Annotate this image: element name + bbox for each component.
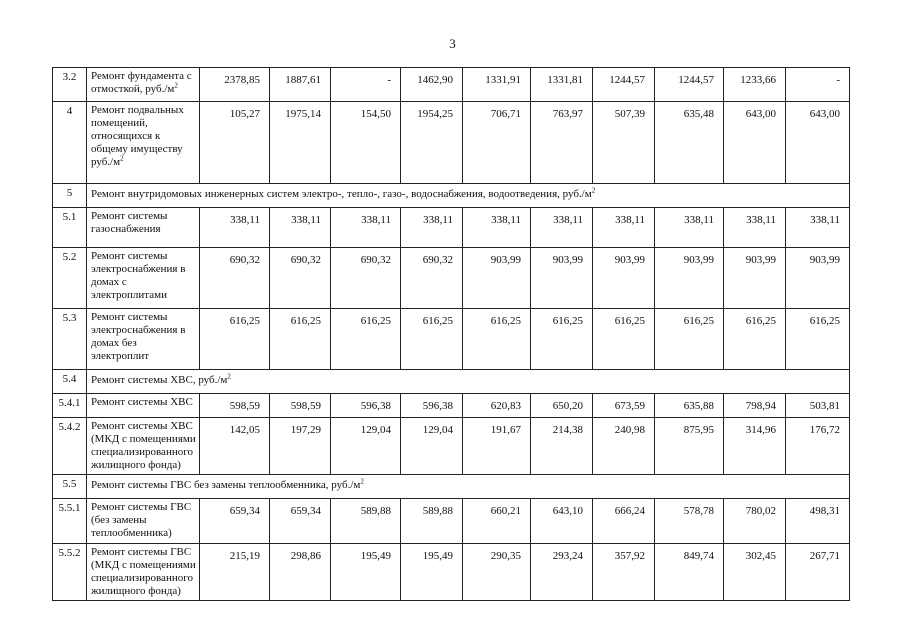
value-cell: 666,24 — [593, 499, 655, 544]
value-cell: 616,25 — [724, 309, 786, 370]
value-cell: 616,25 — [270, 309, 331, 370]
row-number: 5.5.1 — [53, 499, 87, 544]
value-cell: 763,97 — [531, 102, 593, 184]
value-cell: 1233,66 — [724, 68, 786, 102]
unit-exponent: 2 — [591, 186, 596, 195]
row-name: Ремонт системы ХВС — [87, 394, 200, 418]
row-name: Ремонт системы ГВС (МКД с помещениями специализированного жилищного фонда) — [87, 544, 200, 601]
row-name: Ремонт внутридомовых инженерных систем электро-, тепло-, газо-, водоснабжения, водоотведения, $руб./м^2$ — [87, 184, 850, 208]
value-cell: 616,25 — [331, 309, 401, 370]
table-row — [53, 499, 850, 544]
value-cell: 578,78 — [655, 499, 724, 544]
row-number: 4 — [53, 102, 87, 184]
value-cell: 338,11 — [463, 208, 531, 248]
value-cell: 903,99 — [463, 248, 531, 309]
value-cell: 903,99 — [593, 248, 655, 309]
row-number: 3.2 — [53, 68, 87, 102]
row-name: Ремонт системы ХВС (МКД с помещениями специализированного жилищного фонда) — [87, 418, 200, 475]
value-cell: 643,10 — [531, 499, 593, 544]
tariff-table — [52, 67, 850, 601]
row-name: Ремонт фундамента с отмосткой, $руб./м^2$ — [87, 68, 200, 102]
unit-exponent: 2 — [227, 372, 231, 381]
row-number: 5.1 — [53, 208, 87, 248]
row-number: 5.4.2 — [53, 418, 87, 475]
value-cell: 903,99 — [786, 248, 850, 309]
section-row — [53, 475, 850, 499]
value-cell: 215,19 — [200, 544, 270, 601]
value-cell: 1331,81 — [531, 68, 593, 102]
value-cell: 620,83 — [463, 394, 531, 418]
value-cell: 690,32 — [270, 248, 331, 309]
value-cell: 673,59 — [593, 394, 655, 418]
value-cell: 780,02 — [724, 499, 786, 544]
value-cell: 616,25 — [531, 309, 593, 370]
value-cell: 507,39 — [593, 102, 655, 184]
value-cell: 598,59 — [270, 394, 331, 418]
table-body — [53, 68, 850, 601]
value-cell: 616,25 — [200, 309, 270, 370]
row-name: Ремонт подвальных помещений, относящихся к общему имуществу $руб./м^2$ — [87, 102, 200, 184]
value-cell: 338,11 — [200, 208, 270, 248]
row-number: 5.5.2 — [53, 544, 87, 601]
value-cell: 643,00 — [724, 102, 786, 184]
value-cell: 903,99 — [531, 248, 593, 309]
value-cell: 302,45 — [724, 544, 786, 601]
value-cell: 298,86 — [270, 544, 331, 601]
value-cell: 875,95 — [655, 418, 724, 475]
value-cell: 338,11 — [270, 208, 331, 248]
value-cell: 690,32 — [401, 248, 463, 309]
table-row — [53, 248, 850, 309]
value-cell: 1975,14 — [270, 102, 331, 184]
value-cell: 498,31 — [786, 499, 850, 544]
value-cell: 706,71 — [463, 102, 531, 184]
row-number: 5.5 — [53, 475, 87, 499]
value-cell: 176,72 — [786, 418, 850, 475]
value-cell: 2378,85 — [200, 68, 270, 102]
value-cell: 338,11 — [331, 208, 401, 248]
value-cell: 798,94 — [724, 394, 786, 418]
table-row — [53, 418, 850, 475]
value-cell: 616,25 — [655, 309, 724, 370]
table-row — [53, 102, 850, 184]
value-cell: 338,11 — [531, 208, 593, 248]
value-cell: 635,88 — [655, 394, 724, 418]
value-cell: 240,98 — [593, 418, 655, 475]
value-cell: 903,99 — [724, 248, 786, 309]
value-cell: - — [786, 68, 850, 102]
row-name: Ремонт системы газоснабжения — [87, 208, 200, 248]
value-cell: 849,74 — [655, 544, 724, 601]
row-number: 5.2 — [53, 248, 87, 309]
value-cell: 129,04 — [401, 418, 463, 475]
value-cell: 267,71 — [786, 544, 850, 601]
value-cell: 1244,57 — [593, 68, 655, 102]
value-cell: 195,49 — [331, 544, 401, 601]
value-cell: 596,38 — [331, 394, 401, 418]
value-cell: 1462,90 — [401, 68, 463, 102]
value-cell: 338,11 — [593, 208, 655, 248]
row-name: Ремонт системы электроснабжения в домах с электроплитами — [87, 248, 200, 309]
value-cell: 1331,91 — [463, 68, 531, 102]
value-cell: 589,88 — [331, 499, 401, 544]
value-cell: 596,38 — [401, 394, 463, 418]
table-row — [53, 544, 850, 601]
value-cell: 903,99 — [655, 248, 724, 309]
table-row — [53, 68, 850, 102]
value-cell: 197,29 — [270, 418, 331, 475]
unit-exponent: 2 — [120, 154, 124, 163]
value-cell: 589,88 — [401, 499, 463, 544]
value-cell: 195,49 — [401, 544, 463, 601]
value-cell: 598,59 — [200, 394, 270, 418]
value-cell: 338,11 — [655, 208, 724, 248]
value-cell: 650,20 — [531, 394, 593, 418]
unit-exponent: 2 — [174, 81, 178, 90]
row-name: Ремонт системы ГВС без замены теплообменника, $руб./м^2$ — [87, 475, 850, 499]
table-row — [53, 309, 850, 370]
row-name: Ремонт системы ХВС, $руб./м^2$ — [87, 370, 850, 394]
value-cell: 129,04 — [331, 418, 401, 475]
value-cell: 690,32 — [200, 248, 270, 309]
unit-exponent: 2 — [360, 477, 364, 486]
value-cell: - — [331, 68, 401, 102]
value-cell: 293,24 — [531, 544, 593, 601]
value-cell: 338,11 — [724, 208, 786, 248]
row-name: Ремонт системы ГВС (без замены теплообменника) — [87, 499, 200, 544]
value-cell: 616,25 — [401, 309, 463, 370]
row-number: 5 — [53, 184, 87, 208]
value-cell: 503,81 — [786, 394, 850, 418]
value-cell: 338,11 — [786, 208, 850, 248]
value-cell: 659,34 — [200, 499, 270, 544]
value-cell: 214,38 — [531, 418, 593, 475]
value-cell: 1954,25 — [401, 102, 463, 184]
value-cell: 142,05 — [200, 418, 270, 475]
value-cell: 616,25 — [786, 309, 850, 370]
page-number: 3 — [449, 36, 456, 51]
value-cell: 154,50 — [331, 102, 401, 184]
value-cell: 105,27 — [200, 102, 270, 184]
table-row — [53, 208, 850, 248]
value-cell: 357,92 — [593, 544, 655, 601]
row-number: 5.4.1 — [53, 394, 87, 418]
value-cell: 338,11 — [401, 208, 463, 248]
row-number: 5.4 — [53, 370, 87, 394]
section-row — [53, 184, 850, 208]
value-cell: 690,32 — [331, 248, 401, 309]
table-row — [53, 394, 850, 418]
value-cell: 191,67 — [463, 418, 531, 475]
value-cell: 659,34 — [270, 499, 331, 544]
row-number: 5.3 — [53, 309, 87, 370]
value-cell: 643,00 — [786, 102, 850, 184]
section-row — [53, 370, 850, 394]
value-cell: 1244,57 — [655, 68, 724, 102]
row-name: Ремонт системы электроснабжения в домах без электроплит — [87, 309, 200, 370]
value-cell: 314,96 — [724, 418, 786, 475]
value-cell: 616,25 — [463, 309, 531, 370]
value-cell: 635,48 — [655, 102, 724, 184]
value-cell: 290,35 — [463, 544, 531, 601]
value-cell: 1887,61 — [270, 68, 331, 102]
value-cell: 616,25 — [593, 309, 655, 370]
value-cell: 660,21 — [463, 499, 531, 544]
